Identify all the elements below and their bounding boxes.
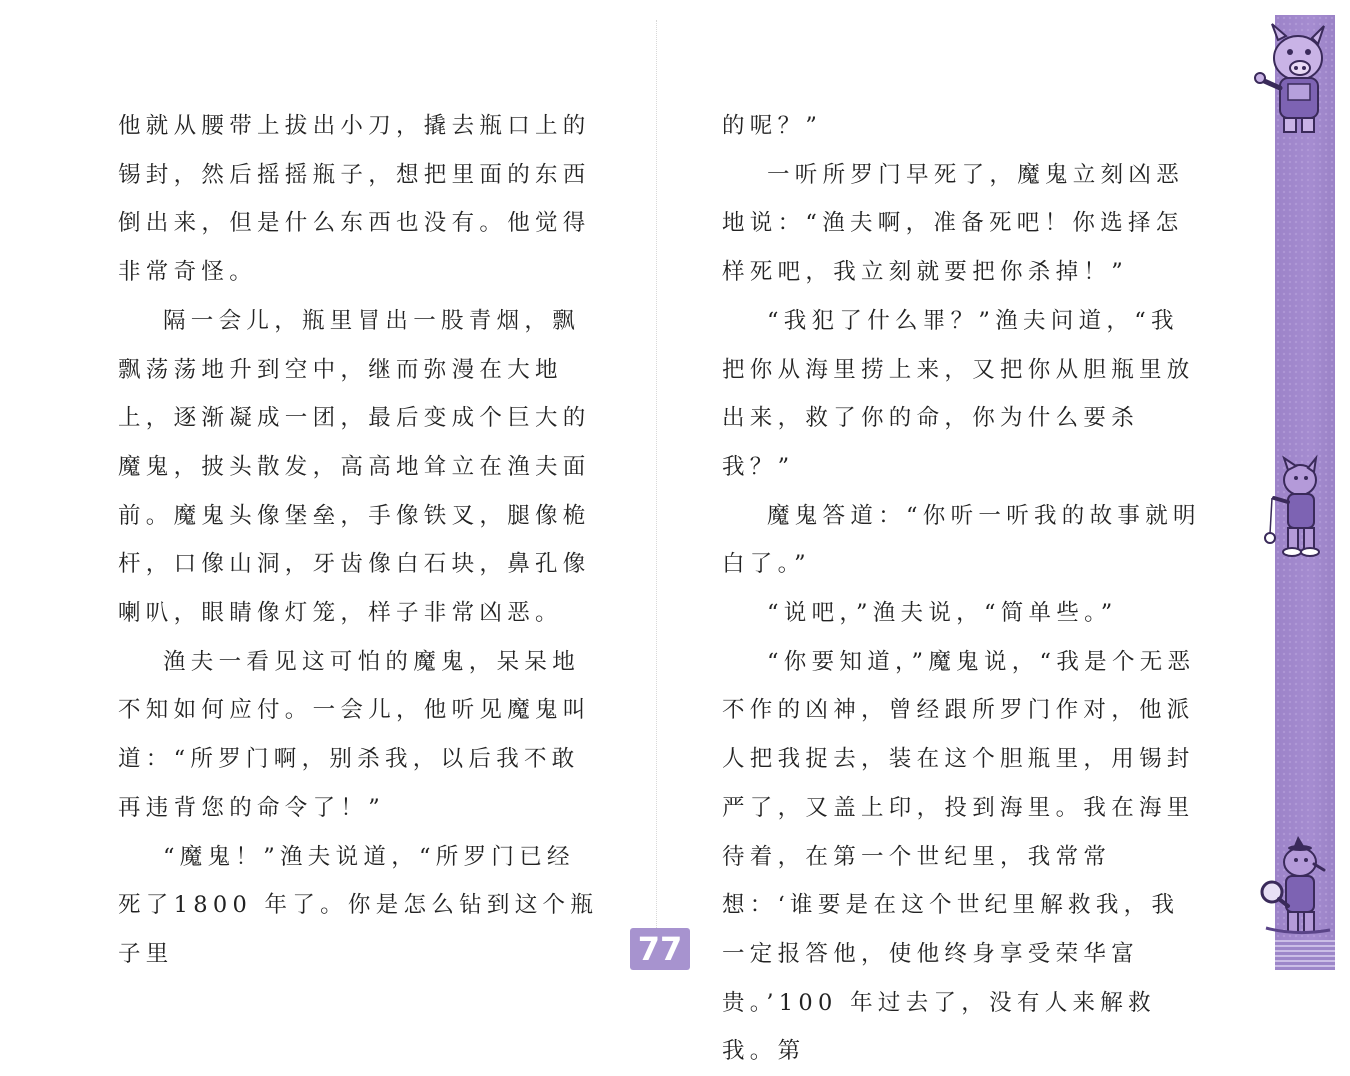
right-paragraph-3: “我犯了什么罪？”渔夫问道，“我把你从海里捞上来，又把你从胆瓶里放出来，救了你的命，你为什么要杀我？” xyxy=(722,307,1195,480)
left-page-text xyxy=(118,102,602,979)
page-number: 77 xyxy=(630,928,690,970)
wolf-yoyo-mascot-icon xyxy=(1258,458,1328,558)
right-paragraph-6: “你要知道，”魔鬼说，“我是个无恶不作的凶神，曾经跟所罗门作对，他派人把我捉去，装在这个胆瓶里，用锡封严了，又盖上印，投到海里。我在海里待着，在第一个世纪里，我常常想：‘谁要是在这个世纪里解救我，我一定报答他，使他终身享受荣华富贵。’100 年过去了，没有人来解救我。第 xyxy=(722,648,1196,1065)
right-page-text xyxy=(722,102,1206,1076)
right-paragraph-2: 一听所罗门早死了，魔鬼立刻凶恶地说：“渔夫啊，准备死吧！你选择怎样死吧，我立刻就要把你杀掉！” xyxy=(722,161,1185,286)
pig-mascot-icon xyxy=(1250,18,1336,138)
left-paragraph-2: 隔一会儿，瓶里冒出一股青烟，飘飘荡荡地升到空中，继而弥漫在大地上，逐渐凝成一团，最后变成个巨大的魔鬼，披头散发，高高地耸立在渔夫面前。魔鬼头像堡垒，手像铁叉，腿像桅杆，口像山洞，牙齿像白石块，鼻孔像喇叭，眼睛像灯笼，样子非常凶恶。 xyxy=(118,307,591,627)
wolf-magnifier-mascot-icon xyxy=(1252,836,1334,946)
right-paragraph-5: “说吧，”渔夫说，“简单些。” xyxy=(767,600,1118,627)
left-paragraph-1: 他就从腰带上拔出小刀，撬去瓶口上的锡封，然后摇摇瓶子，想把里面的东西倒出来，但是什么东西也没有。他觉得非常奇怪。 xyxy=(118,113,591,286)
left-paragraph-4: “魔鬼！”渔夫说道，“所罗门已经死了1800 年了。你是怎么钻到这个瓶子里 xyxy=(118,843,599,967)
left-page xyxy=(0,0,660,985)
left-paragraph-3: 渔夫一看见这可怕的魔鬼，呆呆地不知如何应付。一会儿，他听见魔鬼叫道：“所罗门啊，别杀我，以后我不敢再违背您的命令了！” xyxy=(118,648,591,821)
right-paragraph-1: 的呢？” xyxy=(722,113,823,139)
right-paragraph-4: 魔鬼答道：“你听一听我的故事就明白了。” xyxy=(722,502,1201,578)
